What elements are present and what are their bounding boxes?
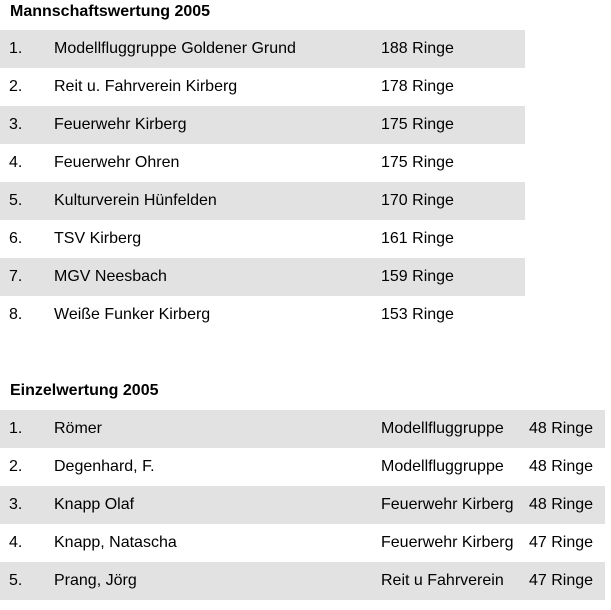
table-row [0,296,525,334]
rank-cell: 2. [9,458,23,475]
table-row [0,220,525,258]
table-row [0,524,605,562]
club-cell: Feuerwehr Kirberg [381,534,514,551]
table-row [0,410,605,448]
team-name-cell: TSV Kirberg [54,230,142,247]
score-cell: 159 Ringe [381,268,454,285]
team-name-cell: Feuerwehr Kirberg [54,116,187,133]
team-name-cell: Reit u. Fahrverein Kirberg [54,78,238,95]
person-name-cell: Degenhard, F. [54,458,155,475]
person-name-cell: Knapp Olaf [54,496,135,513]
rank-cell: 5. [9,192,23,209]
rank-cell: 1. [9,40,23,57]
rank-cell: 6. [9,230,23,247]
club-cell: Reit u Fahrverein [381,572,504,589]
table-row [0,106,525,144]
rank-cell: 4. [9,534,23,551]
score-cell: 175 Ringe [381,154,454,171]
rank-cell: 3. [9,116,23,133]
team-name-cell: Modellfluggruppe Goldener Grund [54,40,296,57]
score-cell: 170 Ringe [381,192,454,209]
score-cell: 161 Ringe [381,230,454,247]
team-ranking-table [0,30,525,334]
person-name-cell: Römer [54,420,103,437]
club-cell: Feuerwehr Kirberg [381,496,514,513]
score-cell: 153 Ringe [381,306,454,323]
rank-cell: 1. [9,420,23,437]
table-row [0,68,525,106]
rank-cell: 8. [9,306,23,323]
score-cell: 48 Ringe [529,496,594,513]
table-row [0,486,605,524]
score-cell: 175 Ringe [381,116,454,133]
team-ranking-title: Mannschaftswertung 2005 [10,3,211,20]
rank-cell: 3. [9,496,23,513]
rank-cell: 5. [9,572,23,589]
team-name-cell: Kulturverein Hünfelden [54,192,217,209]
table-row [0,258,525,296]
rank-cell: 7. [9,268,23,285]
club-cell: Modellfluggruppe [381,458,504,475]
score-cell: 48 Ringe [529,420,594,437]
individual-ranking-table [0,410,605,600]
person-name-cell: Knapp, Natascha [54,534,177,551]
team-name-cell: Weiße Funker Kirberg [54,306,211,323]
team-name-cell: Feuerwehr Ohren [54,154,180,171]
score-cell: 48 Ringe [529,458,594,475]
table-row [0,448,605,486]
club-cell: Modellfluggruppe [381,420,504,437]
score-cell: 47 Ringe [529,534,594,551]
person-name-cell: Prang, Jörg [54,572,137,589]
table-row [0,30,525,68]
rank-cell: 2. [9,78,23,95]
table-row [0,182,525,220]
rank-cell: 4. [9,154,23,171]
score-cell: 178 Ringe [381,78,454,95]
score-cell: 47 Ringe [529,572,594,589]
score-cell: 188 Ringe [381,40,454,57]
individual-ranking-title: Einzelwertung 2005 [10,382,159,399]
table-row [0,562,605,600]
table-row [0,144,525,182]
team-name-cell: MGV Neesbach [54,268,167,285]
